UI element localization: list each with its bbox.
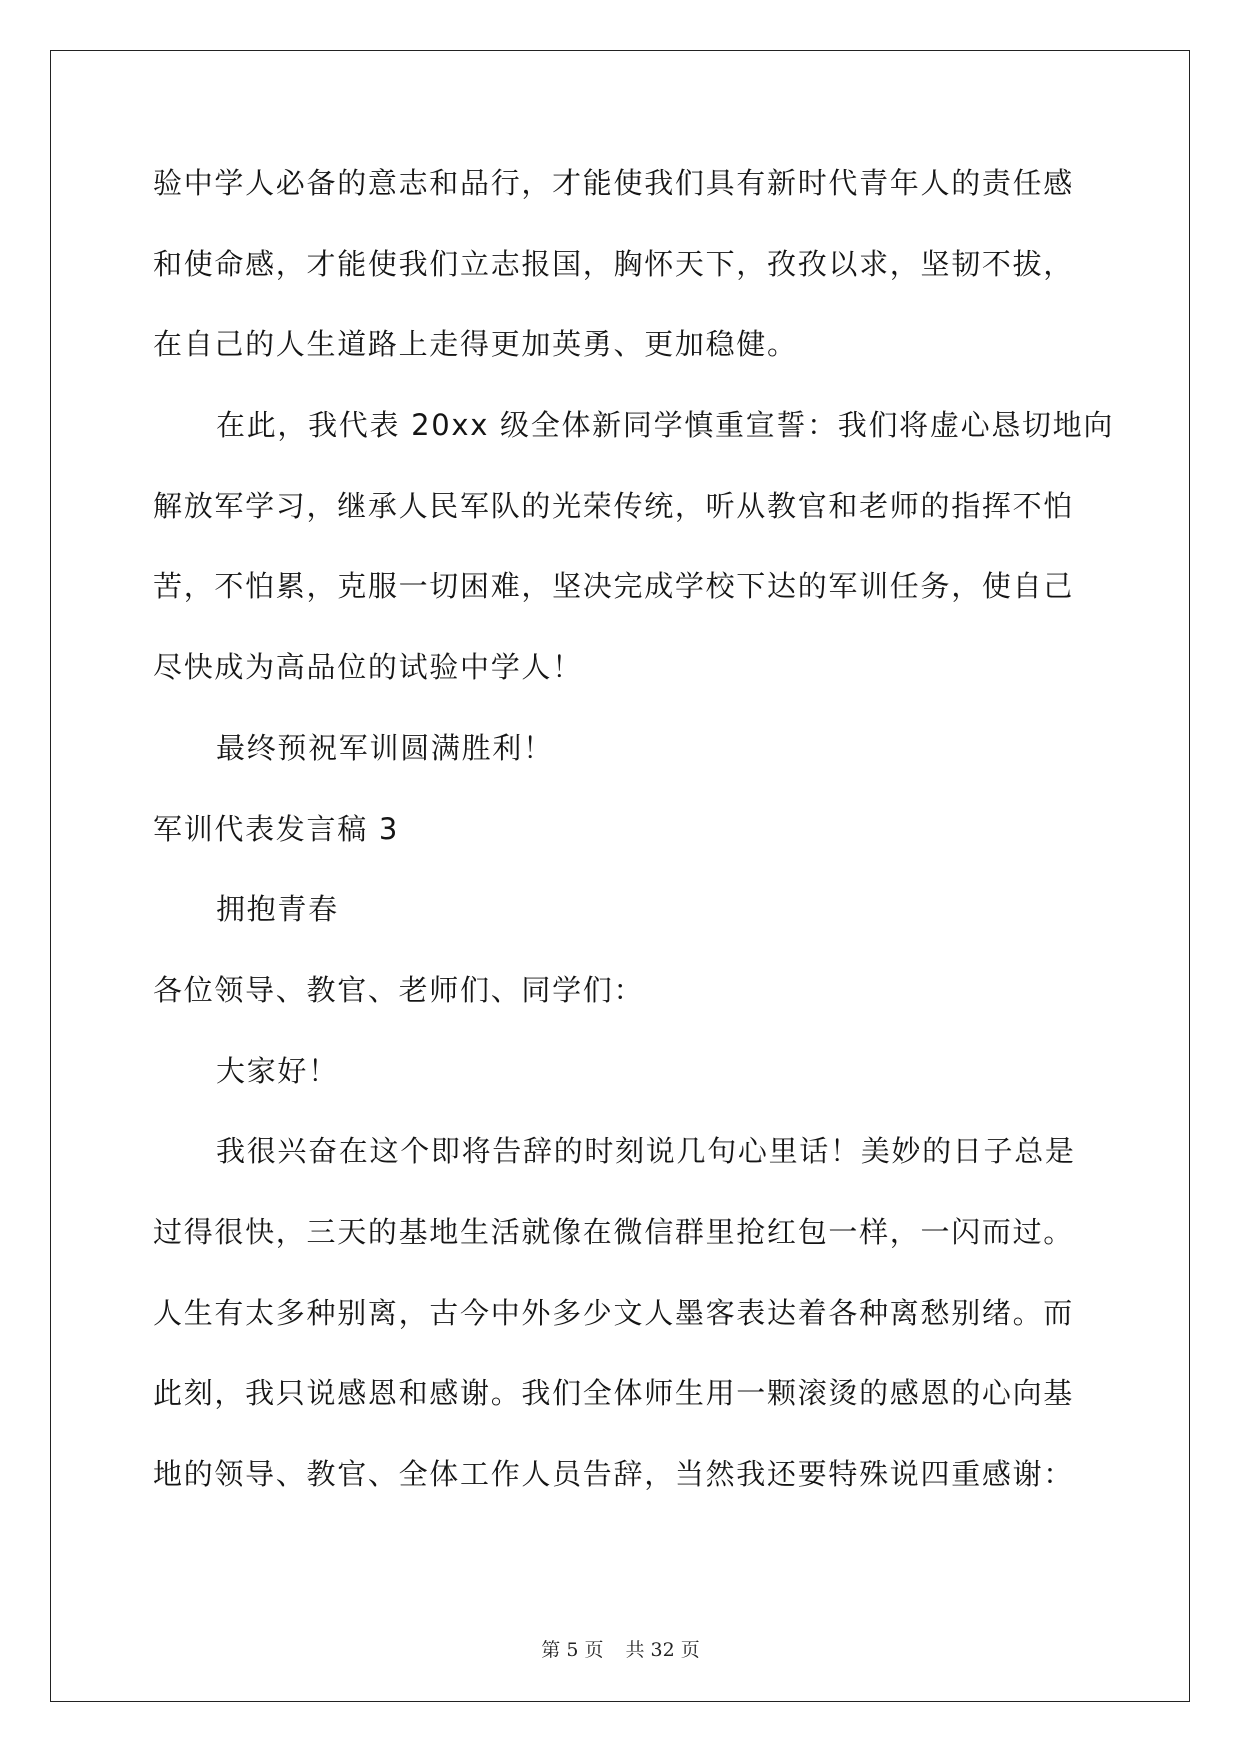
text-line: 在此，我代表 20xx 级全体新同学慎重宣誓：我们将虚心恳切地向 xyxy=(216,408,1115,443)
page-footer xyxy=(0,1635,1241,1662)
text-line: 解放军学习，继承人民军队的光荣传统，听从教官和老师的指挥不怕 xyxy=(153,488,1075,523)
text-line: 军训代表发言稿 3 xyxy=(153,811,399,846)
document-body xyxy=(153,160,1115,1532)
text-line: 我很兴奋在这个即将告辞的时刻说几句心里话！美妙的日子总是 xyxy=(216,1134,1076,1169)
text-line: 拥抱青春 xyxy=(216,892,339,927)
current-page-number: 第 5 页 xyxy=(541,1639,604,1661)
text-line: 和使命感，才能使我们立志报国，胸怀天下，孜孜以求，坚韧不拔， xyxy=(153,246,1075,281)
text-line: 地的领导、教官、全体工作人员告辞，当然我还要特殊说四重感谢： xyxy=(153,1457,1075,1491)
total-page-count: 共 32 页 xyxy=(625,1639,700,1661)
text-line: 苦，不怕累，克服一切困难，坚决完成学校下达的军训任务，使自己 xyxy=(153,569,1075,604)
text-line: 最终预祝军训圆满胜利！ xyxy=(216,730,554,765)
text-line: 此刻，我只说感恩和感谢。我们全体师生用一颗滚烫的感恩的心向基 xyxy=(153,1376,1075,1411)
text-line: 过得很快，三天的基地生活就像在微信群里抢红包一样，一闪而过。 xyxy=(153,1214,1075,1249)
text-line: 在自己的人生道路上走得更加英勇、更加稳健。 xyxy=(153,327,798,362)
text-line: 验中学人必备的意志和品行，才能使我们具有新时代青年人的责任感 xyxy=(153,166,1075,200)
text-line: 大家好！ xyxy=(216,1053,339,1088)
text-line: 人生有太多种别离，古今中外多少文人墨客表达着各种离愁别绪。而 xyxy=(153,1295,1075,1330)
text-line: 尽快成为高品位的试验中学人！ xyxy=(153,650,583,685)
text-line: 各位领导、教官、老师们、同学们： xyxy=(153,972,645,1007)
